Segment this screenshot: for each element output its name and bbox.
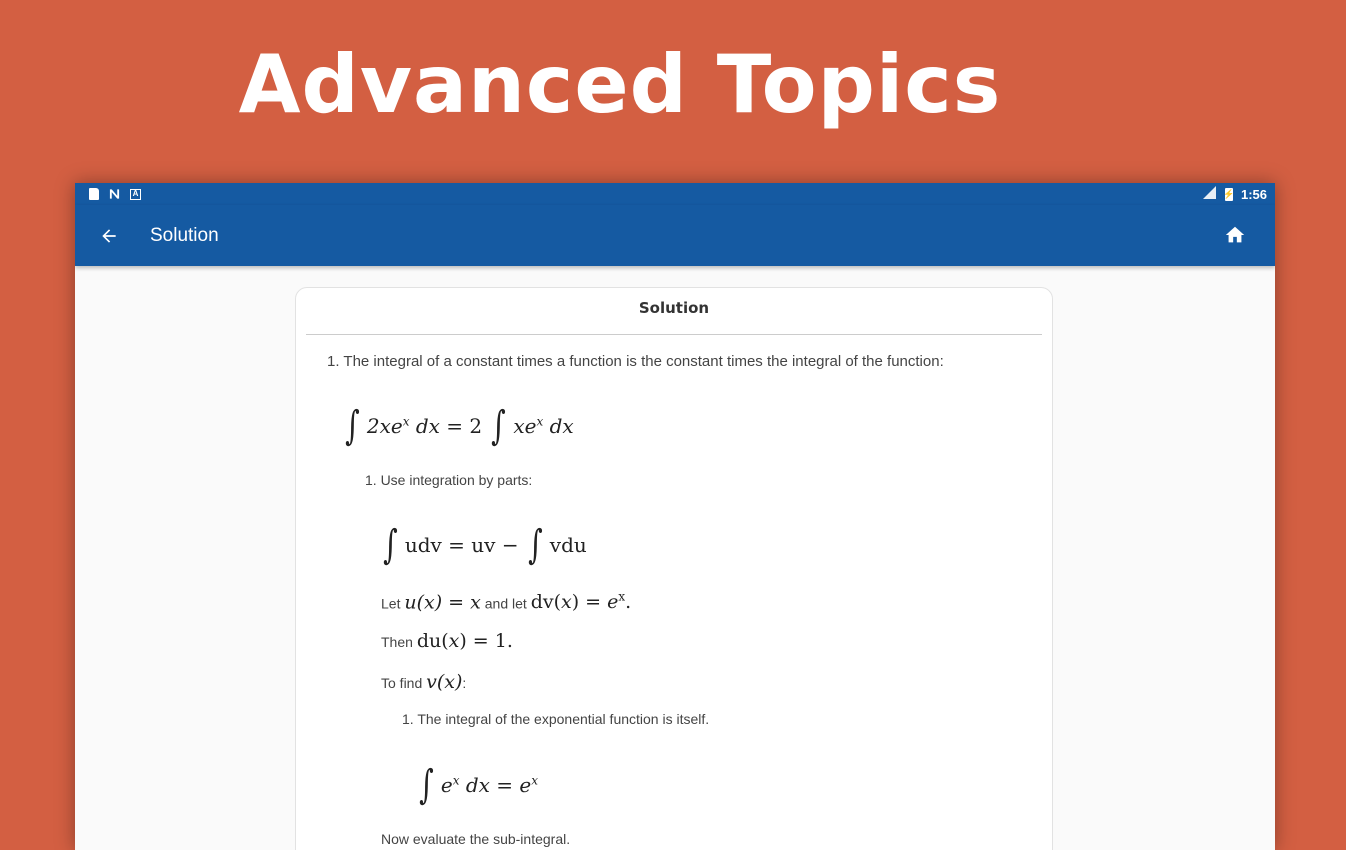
arrow-back-icon (99, 226, 119, 246)
home-icon (1224, 224, 1246, 246)
sd-card-icon (89, 188, 99, 200)
battery-charging-icon: ⚡ (1223, 188, 1235, 199)
status-icons-right (1203, 186, 1267, 202)
equation-exponential: ∫ $e^x$ dx = $e^x$ (419, 762, 539, 808)
let-label: Let (381, 595, 401, 612)
solution-card (295, 287, 1053, 850)
app-bar (75, 205, 1275, 266)
notification-n-icon (109, 189, 120, 200)
home-button[interactable] (1215, 215, 1255, 255)
device-screen (75, 183, 1275, 850)
to-find-line: To find v(x): (381, 671, 467, 693)
then-du-line: Then du(x) = 1. (381, 630, 513, 652)
now-evaluate-text: Now evaluate the sub-integral. (381, 831, 571, 847)
back-button[interactable] (77, 212, 141, 260)
status-icons-left (89, 188, 141, 200)
equation-constant-multiple: ∫ $2xe^x$ dx = 2 ∫ $xe^x$ dx (345, 403, 574, 449)
promo-title: Advanced Topics (238, 38, 1002, 131)
content-area (75, 266, 1275, 850)
notification-a-icon: A (130, 189, 141, 200)
signal-lte-icon (1203, 186, 1217, 202)
step-1-1-text: 1. Use integration by parts: (365, 472, 533, 488)
status-time: 1:56 (1240, 186, 1267, 202)
let-u-line: Let u(x) = x and let $dv(x) = e^x$. (381, 590, 632, 614)
to-find-label: To find (381, 675, 423, 691)
equation-integration-by-parts: ∫ udv = uv − ∫ vdu (383, 522, 587, 568)
step-1-text: 1. The integral of a constant times a function is the constant times the integral of the function: (327, 353, 944, 370)
and-let-label: and let (484, 595, 527, 612)
then-label: Then (381, 634, 413, 650)
step-1-1-1-text: 1. The integral of the exponential function is itself. (402, 711, 710, 727)
app-bar-title: Solution (150, 224, 219, 246)
status-bar (75, 183, 1275, 205)
card-header: Solution (306, 288, 1042, 335)
